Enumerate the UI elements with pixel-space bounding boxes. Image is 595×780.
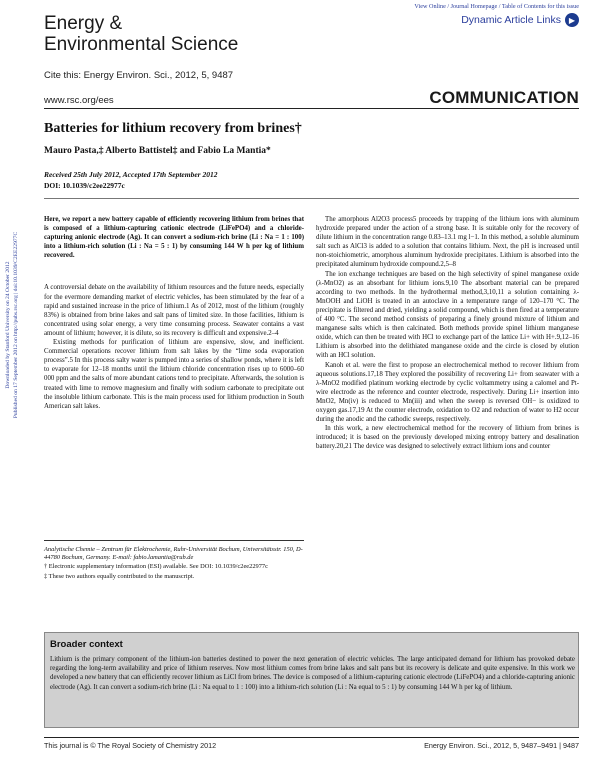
abstract: Here, we report a new battery capable of efficiently recovering lithium from brines that is composed of a lithium-capturing cationic electrode (LiFePO4) and a chloride-capturing anionic electrode (Ag). It can convert a sodium-rich brine (Li : Na = 1 : 100) into a lithium-rich solution (Li : Na = 5 : 1) by consuming 144 W h per kg of lithium recovered. [44,216,304,260]
title-divider [44,198,579,199]
article-type-label: COMMUNICATION [429,88,579,107]
citation-line: Cite this: Energy Environ. Sci., 2012, 5, 9487 [44,70,234,81]
dynamic-links-label[interactable]: Dynamic Article Links [461,14,561,26]
author-list: Mauro Pasta,‡ Alberto Battistel‡ and Fabio La Mantia* [44,146,271,156]
header-divider [44,108,579,109]
body-paragraph: The ion exchange techniques are based on the high selectivity of spinel manganese oxide (λ-MnO2) as an absorbant for lithium ions.9,10 The absorbant material can be prepared according to two methods. In the hydrothermal method,3,10,11 a solution containing λ-MnOOH and LiOH is treated in an autoclave in a temperature range of 120–170 °C. The precipitate is filtered and dried, yielding a solid compound, which is then fired at a temperature of 400 °C. The second method consists of preparing a finely ground mixture of lithium and manganese salts which is then calcinated. Both methods provide spinel lithium manganese oxide, which can then be treated with HCl to exchange part of the lattice Li+ with H+.9,12–16 Lithium is absorbed into the delithiated manganese oxide and the circle is closed by elution with an HCl solution. [316,270,579,360]
dynamic-article-links[interactable] [461,13,579,27]
footnote-equal-contribution: ‡ These two authors equally contributed to the manuscript. [44,572,195,580]
watermark-line2[interactable]: Published on 17 September 2012 on http://pubs.rsc.org | doi:10.1039/C2EE22977C [13,231,19,419]
article-doi: DOI: 10.1039/c2ee22977c [44,181,125,190]
journal-nav-links[interactable]: View Online / Journal Homepage / Table of Contents for this issue [414,3,579,10]
footer-divider [44,737,579,738]
right-column [316,215,579,451]
broader-context-box [44,632,579,728]
watermark-line1: Downloaded by Stanford University on 24 October 2012 [5,261,11,389]
body-paragraph: Existing methods for purification of lithium are expensive, slow, and inefficient. Commercial operations recover lithium from salt lakes by the “lime soda evaporation process”.5 In this process salty water is pumped into a series of shallow ponds, where it is left to evaporate for 12–18 months until the lithium chloride concentration rises up to 6000–60 000 ppm and the salts of more abundant cations tend to precipitate. Afterwards, the solution is treated with lime to remove magnesium and finally with sodium carbonate to precipitate out the insoluble lithium carbonate. This is the main process used for lithium production in South American salt lakes. [44,339,304,410]
broader-context-title: Broader context [50,639,123,650]
received-dates: Received 25th July 2012, Accepted 17th September 2012 [44,170,218,179]
journal-title [44,13,238,55]
page-reference: Energy Environ. Sci., 2012, 5, 9487–9491 | 9487 [424,741,579,750]
article-title: Batteries for lithium recovery from brines† [44,121,302,136]
footnote-esi: † Electronic supplementary information (ESI) available. See DOI: 10.1039/c2ee22977c [44,563,268,571]
footnote-affiliation: Analytische Chemie – Zentrum für Elektrochemie, Ruhr-Universität Bochum, Universitätsstr. 150, D-44780 Bochum, Germany. E-mail: fabio.lamantia@rub.de [44,546,303,562]
copyright-notice: This journal is © The Royal Society of Chemistry 2012 [44,741,217,750]
broader-context-text: Lithium is the primary component of the lithium-ion batteries destined to power the next generation of electric vehicles. The large anticipated demand for lithium has provoked debate regarding the long-term availability and price of lithium reserves. Now most lithium comes from brine lakes and salt pans but its recovery is delicate and quite expensive. In this work we developed a new battery that can efficiently recover lithium as LiCl from brines. The device is composed of a lithium-capturing cationic electrode (LiFePO4) and a chloride-capturing anionic electrode (Ag). It can convert a sodium-rich brine (Li : Na equal to 1 : 100) into a lithium-rich solution (Li : Na equal to 5 : 1) by consuming 144 W h per kg of lithium. [50,656,575,691]
journal-url[interactable]: www.rsc.org/ees [44,95,114,106]
journal-title-line2: Environmental Science [44,34,239,55]
body-paragraph: A controversial debate on the availability of lithium resources and the future needs, especially for the evermore demanding market of electric vehicles, has been stimulated by the fear of a rapid and sustained increase in the price of lithium.1 As of 2012, most of the lithium (roughly 83%) is obtained from brine lakes and salt pans of limited size. In those facilities, lithium is concentrated using solar energy, a very time consuming process. Seawater contains a vast amount of lithium; however, it is dilute, so its recovery is difficult and expensive.2–4 [44,284,304,337]
download-watermark [0,185,24,465]
journal-title-line1: Energy & [44,13,123,34]
play-circle-icon[interactable]: ▶ [565,13,579,27]
left-column [44,215,304,411]
body-paragraph: Kanoh et al. were the first to propose an electrochemical method to recover lithium from aqueous solutions.17,18 They explored the possibility of recovering Li+ from seawater with a λ-MnO2 modified platinum working electrode by cyclic voltammetry using a calomel and Pt-wire electrode as the reference and counter electrode, respectively. During Li+ insertion into MnO2, Mn(iv) is reduced to Mn(iii) and when the sweep is reversed OH− is oxidized to oxygen gas.17,19 At the counter electrode, oxidation to O2 and reduction of water to H2 occur during the anodic and the cathodic sweeps, respectively. [316,361,579,424]
body-paragraph: In this work, a new electrochemical method for the recovery of lithium from brines is introduced; it is based on the previously developed mixing entropy battery and desalination battery.20,21 The device was designed to selectively extract lithium ions and counter [316,425,579,451]
footnote-divider [44,540,304,541]
footnotes [44,546,304,582]
download-watermark-text [4,232,20,418]
body-paragraph: The amorphous Al2O3 process5 proceeds by trapping of the lithium ions with aluminum hydroxide prepared under the action of a strong base. It is suitable only for the recovery of dilute lithium in the concentration range 0.83–13.1 mg l−1. In this method, a soluble aluminum salt such as AlCl3 is added to a solution that contains lithium. Next, the pH is increased until non-stoichiometric, amorphous aluminum hydroxide precipitates. Lithium is absorbed into the precipitated aluminum hydroxide compound.2,5–8 [316,216,579,269]
